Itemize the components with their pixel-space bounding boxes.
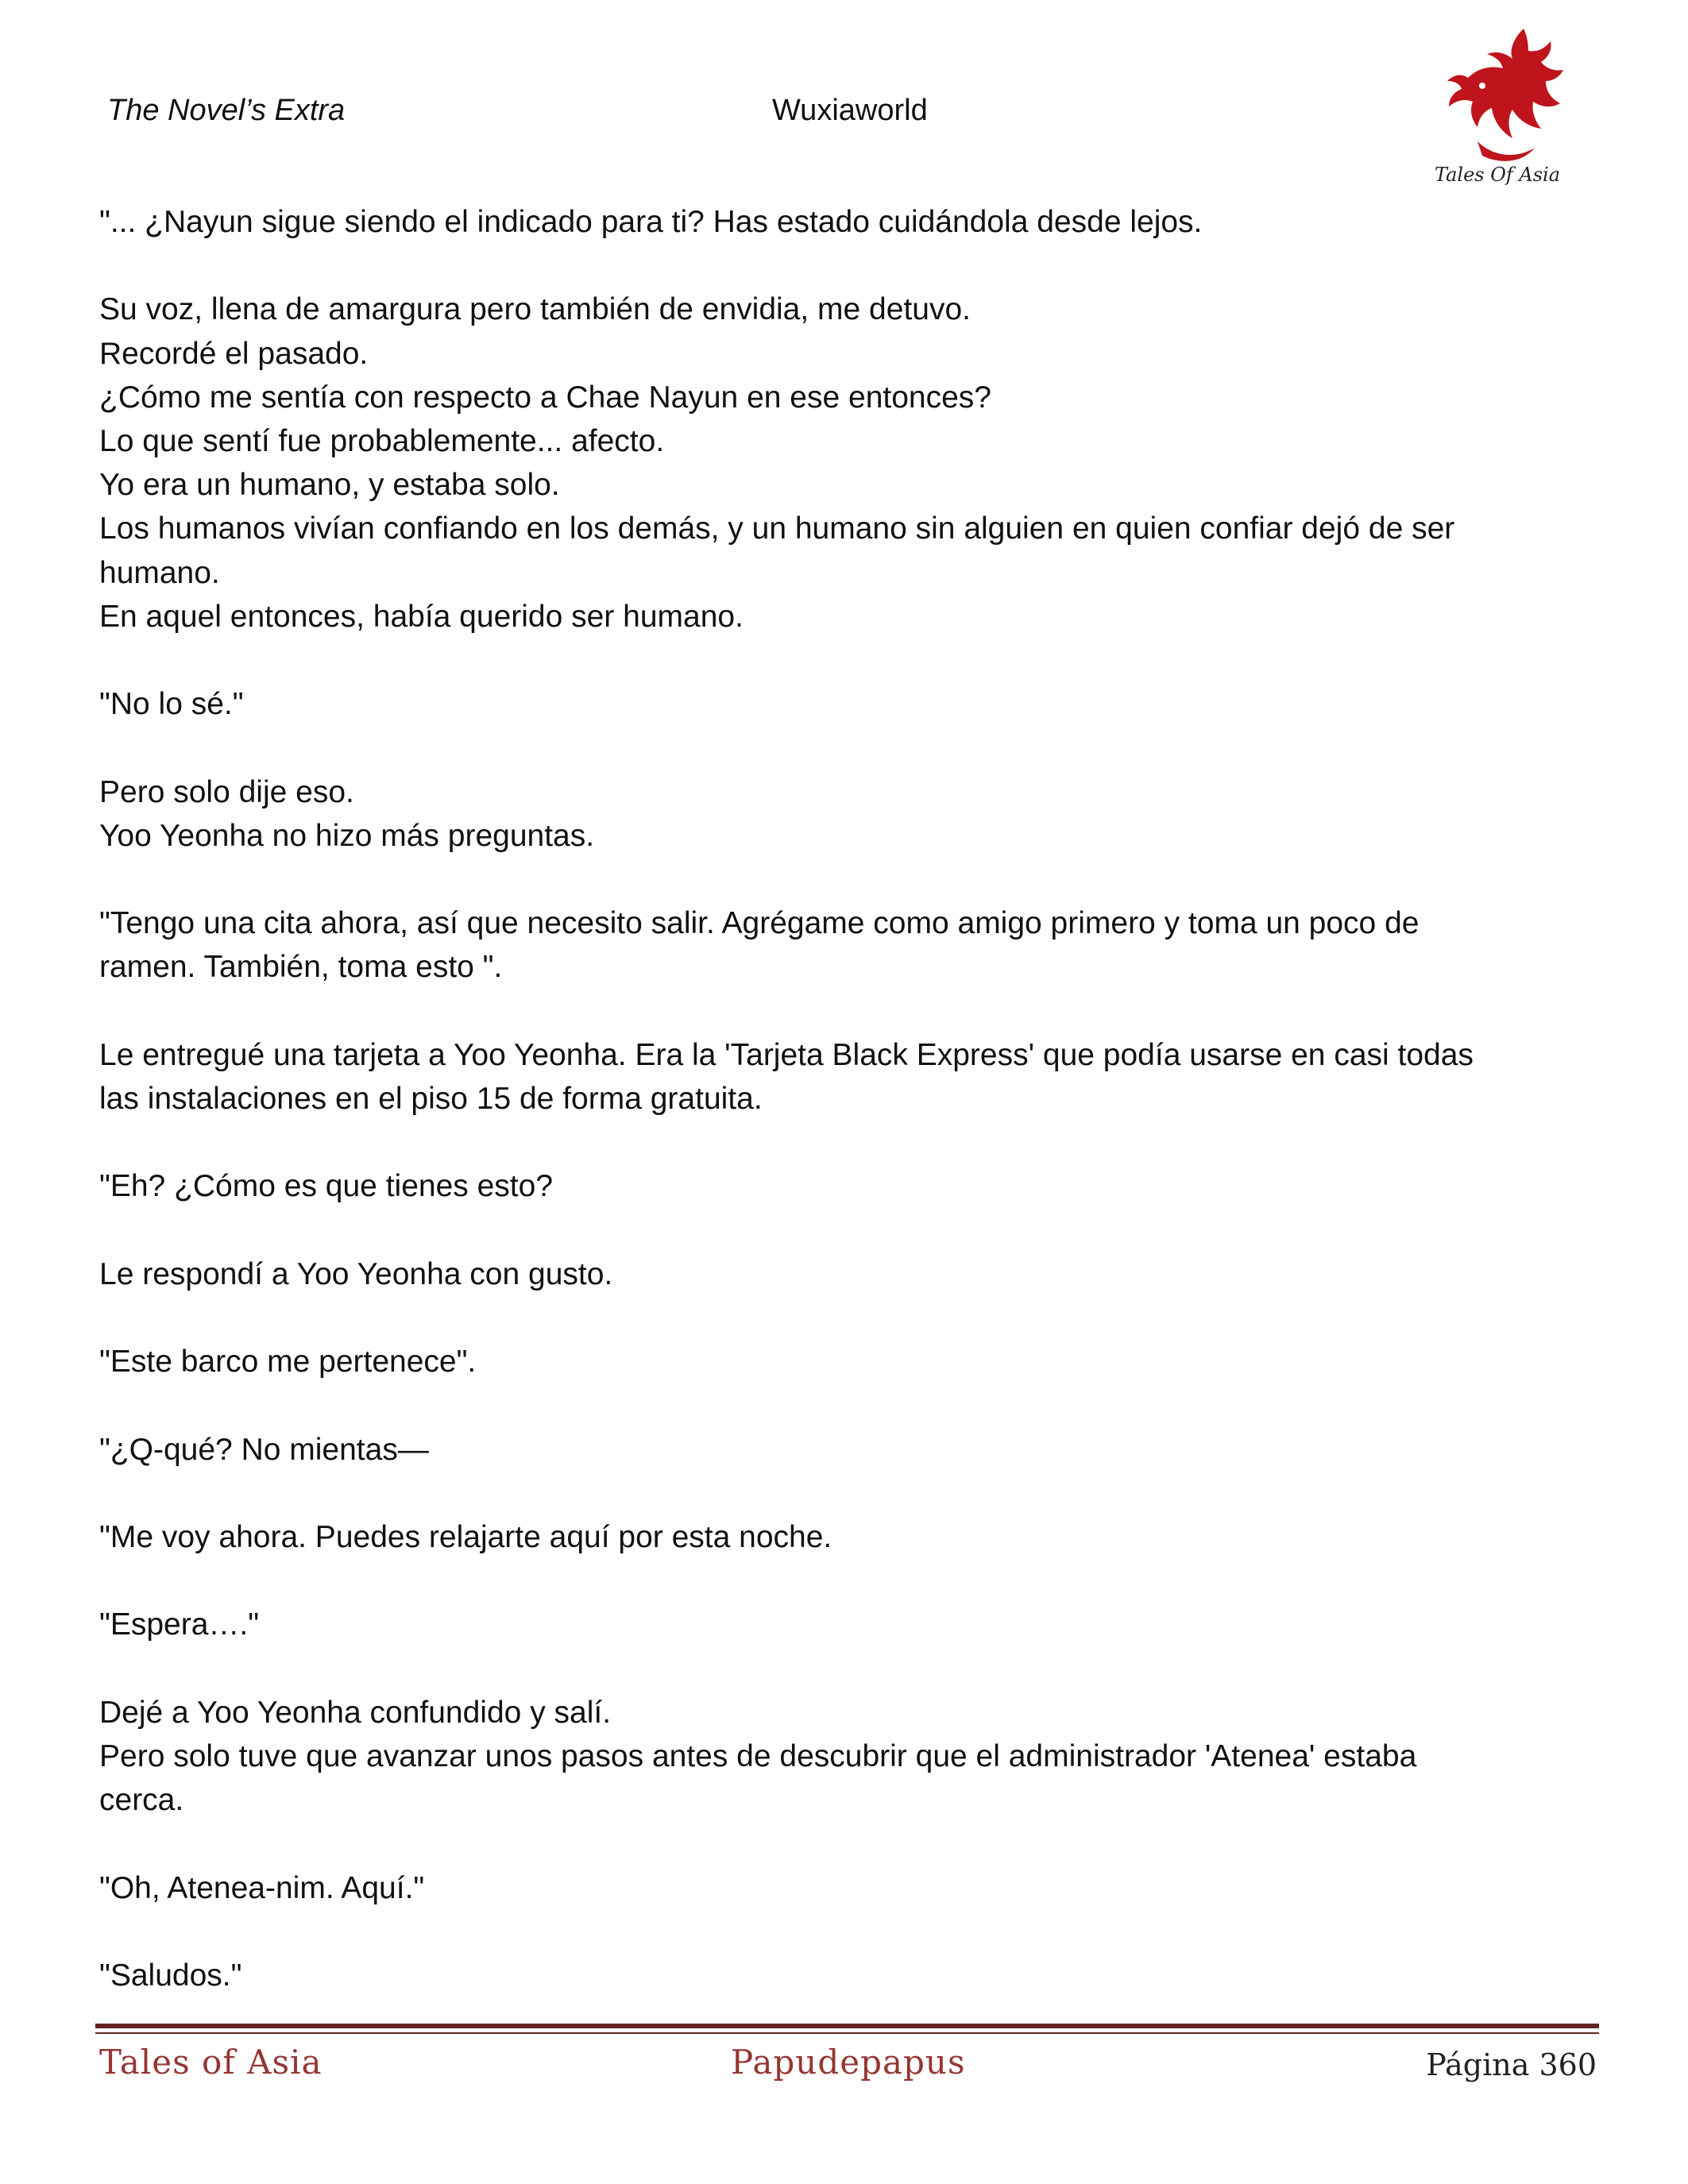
text-line: "Oh, Atenea-nim. Aquí." <box>99 1870 425 1905</box>
text-line: humano. <box>99 555 220 590</box>
paragraph-gap <box>99 1472 1593 1515</box>
text-line: "No lo sé." <box>99 687 244 722</box>
paragraph-gap <box>99 639 1593 682</box>
logo-text: Tales Of Asia <box>1434 164 1561 186</box>
text-line: "Espera…." <box>99 1607 260 1642</box>
text-line: Le respondí a Yoo Yeonha con gusto. <box>99 1256 613 1291</box>
footer-brand: Tales of Asia <box>99 2043 323 2082</box>
paragraph-gap <box>99 1647 1593 1691</box>
paragraph-gap <box>99 1822 1593 1866</box>
paragraph-gap <box>99 1559 1593 1603</box>
paragraph-gap <box>99 858 1593 901</box>
text-line: las instalaciones en el piso 15 de forma gratuita. <box>99 1081 763 1116</box>
paragraph-gap <box>99 1910 1593 1954</box>
text-line: Lo que sentí fue probablemente... afecto. <box>99 424 665 458</box>
paragraph-gap <box>99 1383 1593 1427</box>
text-line: Pero solo dije eso. <box>99 774 354 809</box>
text-line: Los humanos vivían confiando en los demás, y un humano sin alguien en quien confiar dejó de ser <box>99 511 1455 546</box>
text-line: Yo era un humano, y estaba solo. <box>99 468 560 503</box>
text-line: Su voz, llena de amargura pero también de envidia, me detuvo. <box>99 292 971 327</box>
text-line: Le entregué una tarjeta a Yoo Yeonha. Era la 'Tarjeta Black Express' que podía usarse en casi todas <box>99 1037 1474 1072</box>
footer-rule-thick <box>95 2024 1599 2028</box>
chapter-body <box>99 200 1593 1997</box>
paragraph-gap <box>99 990 1593 1033</box>
text-line: "Tengo una cita ahora, así que necesito salir. Agrégame como amigo primero y toma un poco de <box>99 906 1420 941</box>
text-line: Dejé a Yoo Yeonha confundido y salí. <box>99 1695 612 1730</box>
tales-of-asia-dragon-logo <box>1430 22 1565 189</box>
footer-rule-thin <box>95 2032 1599 2034</box>
text-line: Recordé el pasado. <box>99 336 369 371</box>
paragraph-gap <box>99 1296 1593 1340</box>
paragraph-gap <box>99 1121 1593 1164</box>
paragraph-gap <box>99 244 1593 287</box>
header-site-name: Wuxiaworld <box>772 94 928 127</box>
text-line: "Eh? ¿Cómo es que tienes esto? <box>99 1169 554 1204</box>
dragon-icon <box>1447 29 1563 161</box>
header-book-title: The Novel’s Extra <box>107 94 346 127</box>
text-line: cerca. <box>99 1783 184 1818</box>
text-line: Pero solo tuve que avanzar unos pasos antes de descubrir que el administrador 'Atenea' estaba <box>99 1738 1417 1773</box>
text-line: "Me voy ahora. Puedes relajarte aquí por esta noche. <box>99 1519 832 1554</box>
text-line: En aquel entonces, había querido ser humano. <box>99 599 744 634</box>
text-line: ¿Cómo me sentía con respecto a Chae Nayun en ese entonces? <box>99 380 991 415</box>
text-line: "... ¿Nayun sigue siendo el indicado para ti? Has estado cuidándola desde lejos. <box>99 205 1203 239</box>
text-line: ramen. También, toma esto ". <box>99 950 503 985</box>
text-line: Yoo Yeonha no hizo más preguntas. <box>99 818 595 853</box>
paragraph-gap <box>99 726 1593 770</box>
text-line: "Saludos." <box>99 1958 242 1993</box>
text-line: "¿Q-qué? No mientas— <box>99 1432 429 1467</box>
footer-translator: Papudepapus <box>731 2043 966 2082</box>
paragraph-gap <box>99 1209 1593 1252</box>
text-line: "Este barco me pertenece". <box>99 1345 477 1379</box>
page-number: Página 360 <box>1426 2047 1597 2082</box>
